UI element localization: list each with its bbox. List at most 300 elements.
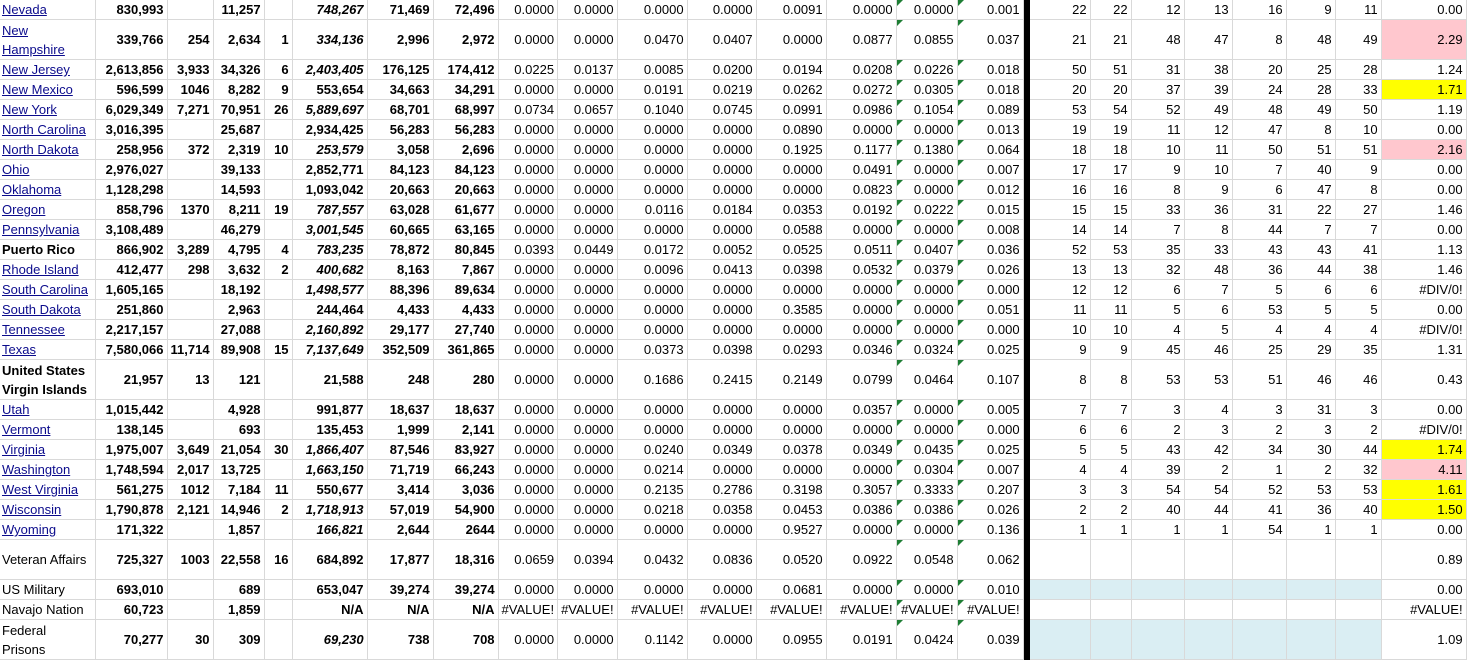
data-cell[interactable] <box>264 520 292 540</box>
rank-cell[interactable]: 48 <box>1131 20 1184 60</box>
data-cell[interactable]: 708 <box>433 620 498 660</box>
data-cell[interactable]: 19 <box>264 200 292 220</box>
rank-cell[interactable]: 50 <box>1232 140 1286 160</box>
ratio-cell[interactable]: 4.11 <box>1381 460 1466 480</box>
data-cell[interactable]: N/A <box>367 600 433 620</box>
data-cell[interactable]: 63,028 <box>367 200 433 220</box>
rank-cell[interactable]: 3 <box>1335 400 1381 420</box>
column-separator[interactable] <box>1023 140 1030 160</box>
data-cell[interactable]: 0.0000 <box>498 620 558 660</box>
data-cell[interactable]: 0.0000 <box>617 420 687 440</box>
data-cell[interactable]: 2,217,157 <box>95 320 167 340</box>
data-cell[interactable]: 0.0000 <box>498 440 558 460</box>
rank-cell[interactable]: 51 <box>1232 360 1286 400</box>
data-cell[interactable]: 18,192 <box>213 280 264 300</box>
data-cell[interactable]: 5,889,697 <box>292 100 367 120</box>
rank-cell[interactable]: 19 <box>1090 120 1131 140</box>
rank-cell[interactable] <box>1286 540 1335 580</box>
data-cell[interactable]: 0.018 <box>957 80 1023 100</box>
data-cell[interactable]: 26 <box>264 100 292 120</box>
data-cell[interactable]: 0.026 <box>957 500 1023 520</box>
data-cell[interactable]: 56,283 <box>367 120 433 140</box>
data-cell[interactable]: 0.0272 <box>826 80 896 100</box>
data-cell[interactable]: 4,433 <box>367 300 433 320</box>
data-cell[interactable]: N/A <box>292 600 367 620</box>
data-cell[interactable]: 0.1177 <box>826 140 896 160</box>
data-cell[interactable]: 2,141 <box>433 420 498 440</box>
data-cell[interactable] <box>167 180 213 200</box>
data-cell[interactable]: 72,496 <box>433 0 498 20</box>
data-cell[interactable]: 89,634 <box>433 280 498 300</box>
ratio-cell[interactable]: 1.13 <box>1381 240 1466 260</box>
data-cell[interactable] <box>264 220 292 240</box>
rank-cell[interactable]: 12 <box>1131 0 1184 20</box>
rank-cell[interactable]: 10 <box>1335 120 1381 140</box>
data-cell[interactable]: 0.0000 <box>687 140 756 160</box>
column-separator[interactable] <box>1023 500 1030 520</box>
rank-cell[interactable]: 43 <box>1286 240 1335 260</box>
data-cell[interactable]: 61,677 <box>433 200 498 220</box>
data-cell[interactable]: 248 <box>367 360 433 400</box>
data-cell[interactable]: 0.0000 <box>498 280 558 300</box>
column-separator[interactable] <box>1023 440 1030 460</box>
data-cell[interactable]: 0.0000 <box>756 20 826 60</box>
data-cell[interactable]: 0.0000 <box>687 300 756 320</box>
row-label-cell[interactable]: Navajo Nation <box>0 600 95 620</box>
data-cell[interactable]: 858,796 <box>95 200 167 220</box>
rank-cell[interactable] <box>1030 540 1090 580</box>
data-cell[interactable]: 684,892 <box>292 540 367 580</box>
row-label-cell[interactable]: Nevada <box>0 0 95 20</box>
rank-cell[interactable]: 35 <box>1335 340 1381 360</box>
data-cell[interactable]: 0.0085 <box>617 60 687 80</box>
rank-cell[interactable]: 19 <box>1030 120 1090 140</box>
ratio-cell[interactable]: 1.50 <box>1381 500 1466 520</box>
data-cell[interactable]: 0.0393 <box>498 240 558 260</box>
data-cell[interactable]: 0.013 <box>957 120 1023 140</box>
data-cell[interactable]: 0.3198 <box>756 480 826 500</box>
data-cell[interactable]: 2,852,771 <box>292 160 367 180</box>
rank-cell[interactable]: 8 <box>1090 360 1131 400</box>
data-cell[interactable]: 561,275 <box>95 480 167 500</box>
data-cell[interactable] <box>264 120 292 140</box>
data-cell[interactable]: 3,058 <box>367 140 433 160</box>
column-separator[interactable] <box>1023 120 1030 140</box>
rank-cell[interactable]: 6 <box>1335 280 1381 300</box>
data-cell[interactable]: 0.026 <box>957 260 1023 280</box>
data-cell[interactable]: 176,125 <box>367 60 433 80</box>
data-cell[interactable]: 20,663 <box>367 180 433 200</box>
rank-cell[interactable] <box>1090 600 1131 620</box>
data-cell[interactable]: 60,665 <box>367 220 433 240</box>
rank-cell[interactable] <box>1232 580 1286 600</box>
data-cell[interactable]: 0.0000 <box>558 520 618 540</box>
data-cell[interactable]: 3,632 <box>213 260 264 280</box>
data-cell[interactable]: 0.0464 <box>896 360 957 400</box>
column-separator[interactable] <box>1023 280 1030 300</box>
row-label-cell[interactable]: Pennsylvania <box>0 220 95 240</box>
data-cell[interactable]: 56,283 <box>433 120 498 140</box>
data-cell[interactable]: 6,029,349 <box>95 100 167 120</box>
rank-cell[interactable]: 6 <box>1184 300 1232 320</box>
data-cell[interactable]: 3,016,395 <box>95 120 167 140</box>
data-cell[interactable] <box>167 300 213 320</box>
data-cell[interactable]: 0.0000 <box>498 400 558 420</box>
data-cell[interactable]: 0.039 <box>957 620 1023 660</box>
data-cell[interactable]: 0.0525 <box>756 240 826 260</box>
data-cell[interactable]: 27,088 <box>213 320 264 340</box>
data-cell[interactable]: 0.0000 <box>826 320 896 340</box>
rank-cell[interactable]: 5 <box>1232 280 1286 300</box>
row-label-cell[interactable]: Puerto Rico <box>0 240 95 260</box>
rank-cell[interactable]: 2 <box>1184 460 1232 480</box>
data-cell[interactable]: 0.0734 <box>498 100 558 120</box>
data-cell[interactable]: 0.0000 <box>498 0 558 20</box>
data-cell[interactable]: 339,766 <box>95 20 167 60</box>
rank-cell[interactable]: 49 <box>1335 20 1381 60</box>
data-cell[interactable]: 258,956 <box>95 140 167 160</box>
data-cell[interactable]: 16 <box>264 540 292 580</box>
data-cell[interactable]: 653,047 <box>292 580 367 600</box>
rank-cell[interactable] <box>1030 580 1090 600</box>
data-cell[interactable]: 361,865 <box>433 340 498 360</box>
data-cell[interactable] <box>167 0 213 20</box>
data-cell[interactable]: 3,036 <box>433 480 498 500</box>
data-cell[interactable]: 0.0240 <box>617 440 687 460</box>
rank-cell[interactable]: 31 <box>1232 200 1286 220</box>
rank-cell[interactable]: 51 <box>1335 140 1381 160</box>
data-cell[interactable]: 4,433 <box>433 300 498 320</box>
data-cell[interactable]: 0.0000 <box>826 220 896 240</box>
data-cell[interactable]: 0.0659 <box>498 540 558 580</box>
data-cell[interactable]: 0.0192 <box>826 200 896 220</box>
rank-cell[interactable]: 46 <box>1184 340 1232 360</box>
data-cell[interactable]: 0.0262 <box>756 80 826 100</box>
data-cell[interactable]: 0.0172 <box>617 240 687 260</box>
ratio-cell[interactable]: #DIV/0! <box>1381 420 1466 440</box>
rank-cell[interactable] <box>1131 580 1184 600</box>
data-cell[interactable]: 0.0226 <box>896 60 957 80</box>
data-cell[interactable]: 0.025 <box>957 440 1023 460</box>
ratio-cell[interactable]: 1.74 <box>1381 440 1466 460</box>
ratio-cell[interactable]: #VALUE! <box>1381 600 1466 620</box>
data-cell[interactable]: 0.0532 <box>826 260 896 280</box>
rank-cell[interactable]: 39 <box>1131 460 1184 480</box>
data-cell[interactable]: 0.0194 <box>756 60 826 80</box>
data-cell[interactable] <box>167 120 213 140</box>
data-cell[interactable]: 0.012 <box>957 180 1023 200</box>
data-cell[interactable]: 14,946 <box>213 500 264 520</box>
data-cell[interactable]: #VALUE! <box>826 600 896 620</box>
data-cell[interactable]: 0.064 <box>957 140 1023 160</box>
rank-cell[interactable]: 4 <box>1030 460 1090 480</box>
rank-cell[interactable]: 15 <box>1030 200 1090 220</box>
data-cell[interactable]: 0.0305 <box>896 80 957 100</box>
rank-cell[interactable]: 36 <box>1286 500 1335 520</box>
data-cell[interactable]: 174,412 <box>433 60 498 80</box>
data-cell[interactable]: 2,017 <box>167 460 213 480</box>
rank-cell[interactable]: 47 <box>1286 180 1335 200</box>
column-separator[interactable] <box>1023 400 1030 420</box>
rank-cell[interactable]: 30 <box>1286 440 1335 460</box>
ratio-cell[interactable]: 0.00 <box>1381 0 1466 20</box>
rank-cell[interactable] <box>1090 580 1131 600</box>
data-cell[interactable]: 0.0000 <box>756 400 826 420</box>
rank-cell[interactable]: 46 <box>1286 360 1335 400</box>
data-cell[interactable]: 30 <box>167 620 213 660</box>
rank-cell[interactable]: 40 <box>1335 500 1381 520</box>
data-cell[interactable]: 0.107 <box>957 360 1023 400</box>
data-cell[interactable]: 738 <box>367 620 433 660</box>
data-cell[interactable]: 1370 <box>167 200 213 220</box>
column-separator[interactable] <box>1023 420 1030 440</box>
data-cell[interactable]: 0.051 <box>957 300 1023 320</box>
data-cell[interactable]: 372 <box>167 140 213 160</box>
data-cell[interactable]: 1012 <box>167 480 213 500</box>
rank-cell[interactable]: 24 <box>1232 80 1286 100</box>
data-cell[interactable]: 0.0000 <box>826 420 896 440</box>
data-cell[interactable]: 2,634 <box>213 20 264 60</box>
data-cell[interactable]: 0.0435 <box>896 440 957 460</box>
rank-cell[interactable]: 34 <box>1232 440 1286 460</box>
data-cell[interactable] <box>264 160 292 180</box>
data-cell[interactable]: 0.0137 <box>558 60 618 80</box>
data-cell[interactable]: 0.2149 <box>756 360 826 400</box>
rank-cell[interactable] <box>1335 620 1381 660</box>
rank-cell[interactable]: 5 <box>1286 300 1335 320</box>
rank-cell[interactable]: 47 <box>1184 20 1232 60</box>
data-cell[interactable]: 0.0000 <box>558 280 618 300</box>
rank-cell[interactable]: 20 <box>1232 60 1286 80</box>
data-cell[interactable] <box>167 580 213 600</box>
rank-cell[interactable]: 7 <box>1286 220 1335 240</box>
data-cell[interactable] <box>264 360 292 400</box>
data-cell[interactable] <box>264 300 292 320</box>
data-cell[interactable]: 0.0191 <box>617 80 687 100</box>
row-label-cell[interactable]: Washington <box>0 460 95 480</box>
data-cell[interactable]: 0.000 <box>957 320 1023 340</box>
data-cell[interactable]: 1,866,407 <box>292 440 367 460</box>
ratio-cell[interactable]: 0.00 <box>1381 520 1466 540</box>
data-cell[interactable]: 2,972 <box>433 20 498 60</box>
data-cell[interactable]: 10 <box>264 140 292 160</box>
ratio-cell[interactable]: 1.24 <box>1381 60 1466 80</box>
data-cell[interactable]: 0.0855 <box>896 20 957 60</box>
rank-cell[interactable]: 8 <box>1131 180 1184 200</box>
data-cell[interactable]: 18,316 <box>433 540 498 580</box>
data-cell[interactable]: 0.0000 <box>687 320 756 340</box>
data-cell[interactable]: 0.0000 <box>558 140 618 160</box>
rank-cell[interactable]: 14 <box>1090 220 1131 240</box>
data-cell[interactable]: 0.0520 <box>756 540 826 580</box>
data-cell[interactable]: 0.0357 <box>826 400 896 420</box>
data-cell[interactable]: 0.0000 <box>687 220 756 240</box>
rank-cell[interactable]: 53 <box>1030 100 1090 120</box>
rank-cell[interactable]: 33 <box>1184 240 1232 260</box>
data-cell[interactable]: 0.0000 <box>896 220 957 240</box>
data-cell[interactable]: 60,723 <box>95 600 167 620</box>
data-cell[interactable]: 2644 <box>433 520 498 540</box>
data-cell[interactable]: 0.025 <box>957 340 1023 360</box>
data-cell[interactable]: 0.0799 <box>826 360 896 400</box>
data-cell[interactable]: 0.0000 <box>756 180 826 200</box>
data-cell[interactable]: 0.0000 <box>687 620 756 660</box>
row-label-cell[interactable]: West Virginia <box>0 480 95 500</box>
rank-cell[interactable]: 6 <box>1232 180 1286 200</box>
rank-cell[interactable]: 52 <box>1131 100 1184 120</box>
data-cell[interactable]: 1,999 <box>367 420 433 440</box>
data-cell[interactable]: 689 <box>213 580 264 600</box>
column-separator[interactable] <box>1023 520 1030 540</box>
data-cell[interactable]: 0.0000 <box>896 120 957 140</box>
data-cell[interactable]: #VALUE! <box>957 600 1023 620</box>
data-cell[interactable]: 88,396 <box>367 280 433 300</box>
data-cell[interactable]: 400,682 <box>292 260 367 280</box>
data-cell[interactable]: 0.0091 <box>756 0 826 20</box>
data-cell[interactable]: 0.0225 <box>498 60 558 80</box>
column-separator[interactable] <box>1023 580 1030 600</box>
rank-cell[interactable] <box>1131 540 1184 580</box>
data-cell[interactable]: 0.0293 <box>756 340 826 360</box>
data-cell[interactable]: 0.0000 <box>498 500 558 520</box>
data-cell[interactable]: 596,599 <box>95 80 167 100</box>
rank-cell[interactable]: 38 <box>1335 260 1381 280</box>
rank-cell[interactable]: 51 <box>1090 60 1131 80</box>
rank-cell[interactable]: 29 <box>1286 340 1335 360</box>
rank-cell[interactable]: 21 <box>1090 20 1131 60</box>
data-cell[interactable]: 0.136 <box>957 520 1023 540</box>
rank-cell[interactable] <box>1335 600 1381 620</box>
ratio-cell[interactable]: 1.19 <box>1381 100 1466 120</box>
data-cell[interactable]: 0.0349 <box>826 440 896 460</box>
data-cell[interactable]: 0.0000 <box>498 80 558 100</box>
data-cell[interactable]: 2,403,405 <box>292 60 367 80</box>
row-label-cell[interactable]: Federal Prisons <box>0 620 95 660</box>
rank-cell[interactable]: 2 <box>1335 420 1381 440</box>
data-cell[interactable]: 0.0449 <box>558 240 618 260</box>
data-cell[interactable]: 0.0116 <box>617 200 687 220</box>
row-label-cell[interactable]: Oklahoma <box>0 180 95 200</box>
rank-cell[interactable]: 46 <box>1335 360 1381 400</box>
rank-cell[interactable]: 41 <box>1232 500 1286 520</box>
rank-cell[interactable] <box>1090 620 1131 660</box>
ratio-cell[interactable]: 1.31 <box>1381 340 1466 360</box>
data-cell[interactable]: 0.0000 <box>617 400 687 420</box>
data-cell[interactable]: 0.008 <box>957 220 1023 240</box>
data-cell[interactable] <box>264 400 292 420</box>
data-cell[interactable] <box>167 220 213 240</box>
data-cell[interactable]: 0.0000 <box>558 360 618 400</box>
rank-cell[interactable]: 27 <box>1335 200 1381 220</box>
data-cell[interactable]: 0.3057 <box>826 480 896 500</box>
rank-cell[interactable]: 32 <box>1131 260 1184 280</box>
rank-cell[interactable]: 48 <box>1286 20 1335 60</box>
rank-cell[interactable]: 50 <box>1335 100 1381 120</box>
rank-cell[interactable]: 13 <box>1090 260 1131 280</box>
data-cell[interactable]: 0.0000 <box>558 620 618 660</box>
data-cell[interactable]: 0.1686 <box>617 360 687 400</box>
data-cell[interactable]: 0.0000 <box>756 280 826 300</box>
data-cell[interactable]: 0.0353 <box>756 200 826 220</box>
rank-cell[interactable]: 2 <box>1131 420 1184 440</box>
data-cell[interactable]: 0.0000 <box>756 320 826 340</box>
rank-cell[interactable]: 6 <box>1030 420 1090 440</box>
data-cell[interactable]: 121 <box>213 360 264 400</box>
rank-cell[interactable]: 21 <box>1030 20 1090 60</box>
data-cell[interactable]: 0.0000 <box>687 0 756 20</box>
data-cell[interactable] <box>167 600 213 620</box>
data-cell[interactable]: 0.0000 <box>896 300 957 320</box>
rank-cell[interactable]: 9 <box>1335 160 1381 180</box>
data-cell[interactable]: 2,696 <box>433 140 498 160</box>
data-cell[interactable]: 0.0000 <box>498 140 558 160</box>
rank-cell[interactable]: 49 <box>1286 100 1335 120</box>
rank-cell[interactable] <box>1232 600 1286 620</box>
rank-cell[interactable]: 41 <box>1335 240 1381 260</box>
rank-cell[interactable]: 53 <box>1335 480 1381 500</box>
data-cell[interactable]: 2 <box>264 500 292 520</box>
row-label-cell[interactable]: North Dakota <box>0 140 95 160</box>
data-cell[interactable]: 80,845 <box>433 240 498 260</box>
data-cell[interactable]: 0.001 <box>957 0 1023 20</box>
data-cell[interactable]: 0.0511 <box>826 240 896 260</box>
data-cell[interactable]: 0.0214 <box>617 460 687 480</box>
rank-cell[interactable]: 18 <box>1090 140 1131 160</box>
data-cell[interactable]: 0.0000 <box>558 420 618 440</box>
data-cell[interactable]: 0.0000 <box>896 160 957 180</box>
rank-cell[interactable]: 3 <box>1232 400 1286 420</box>
data-cell[interactable]: 0.0219 <box>687 80 756 100</box>
data-cell[interactable]: 1046 <box>167 80 213 100</box>
data-cell[interactable]: #VALUE! <box>756 600 826 620</box>
data-cell[interactable]: 1,857 <box>213 520 264 540</box>
data-cell[interactable]: 0.0453 <box>756 500 826 520</box>
rank-cell[interactable]: 11 <box>1090 300 1131 320</box>
data-cell[interactable]: 30 <box>264 440 292 460</box>
data-cell[interactable]: 0.089 <box>957 100 1023 120</box>
data-cell[interactable]: 0.0000 <box>558 200 618 220</box>
rank-cell[interactable] <box>1335 540 1381 580</box>
data-cell[interactable]: 0.0000 <box>756 460 826 480</box>
rank-cell[interactable]: 3 <box>1131 400 1184 420</box>
rank-cell[interactable]: 4 <box>1232 320 1286 340</box>
row-label-cell[interactable]: Wyoming <box>0 520 95 540</box>
data-cell[interactable]: 0.0407 <box>896 240 957 260</box>
data-cell[interactable]: 70,277 <box>95 620 167 660</box>
rank-cell[interactable] <box>1030 600 1090 620</box>
data-cell[interactable]: 39,274 <box>433 580 498 600</box>
data-cell[interactable]: 0.037 <box>957 20 1023 60</box>
data-cell[interactable]: 1,498,577 <box>292 280 367 300</box>
data-cell[interactable] <box>264 460 292 480</box>
data-cell[interactable] <box>264 600 292 620</box>
data-cell[interactable]: 0.0000 <box>687 420 756 440</box>
data-cell[interactable]: 46,279 <box>213 220 264 240</box>
data-cell[interactable]: 39,274 <box>367 580 433 600</box>
rank-cell[interactable] <box>1335 580 1381 600</box>
rank-cell[interactable]: 1 <box>1232 460 1286 480</box>
data-cell[interactable]: 0.0000 <box>558 260 618 280</box>
rank-cell[interactable]: 13 <box>1030 260 1090 280</box>
data-cell[interactable] <box>167 280 213 300</box>
rank-cell[interactable]: 52 <box>1030 240 1090 260</box>
data-cell[interactable]: 0.0191 <box>826 620 896 660</box>
data-cell[interactable]: 0.0000 <box>896 320 957 340</box>
data-cell[interactable]: 280 <box>433 360 498 400</box>
data-cell[interactable]: #VALUE! <box>896 600 957 620</box>
row-label-cell[interactable]: Veteran Affairs <box>0 540 95 580</box>
data-cell[interactable]: 0.0000 <box>558 120 618 140</box>
